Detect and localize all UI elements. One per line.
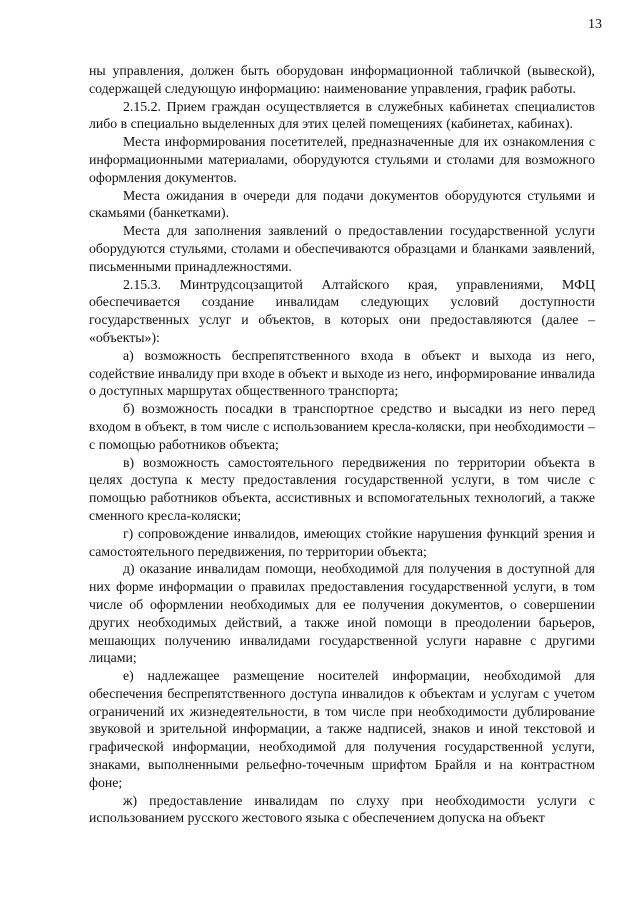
list-item-e: е) надлежащее размещение носителей информации, необходимой для обеспечения беспрепятственного доступа инвалидов к объектам и услугам с учетом ограничений их жизнедеятельности, в том числе при необходимости дублирование звуковой и зрительной информации, а также надписей, знаков и иной текстовой и графической информации, необходимой для получения государственной услуги, знаками, выполненными рельефно-точечным шрифтом Брайля и на контрастном фоне;	[89, 668, 595, 790]
list-item-zh: ж) предоставление инвалидам по слуху при необходимости услуги с использованием русского жестового языка с обеспечением допуска на объект	[89, 792, 595, 826]
list-item-v: в) возможность самостоятельного передвижения по территории объекта в целях доступа к месту предоставления государственной услуги, в том числе с помощью работников объекта, ассистивных и вспомогательных технологий, а также сменного кресла-коляски;	[89, 454, 595, 523]
list-item-a: а) возможность беспрепятственного входа в объект и выхода из него, содействие инвалиду при входе в объект и выходе из него, информирование инвалида о доступных маршрутах общественного транспорта;	[89, 347, 595, 399]
list-item-d: д) оказание инвалидам помощи, необходимой для получения в доступной для них форме информации о правилах предоставления государственной услуги, в том числе об оформлении необходимых для ее получения документов, о совершении других необходимых действий, а также иной помощи в преодолении барьеров, мешающих получению инвалидами государственной услуги наравне с другими лицами;	[89, 561, 595, 666]
list-item-b: б) возможность посадки в транспортное средство и высадки из него перед входом в объект, в том числе с использованием кресла-коляски, при необходимости – с помощью работников объекта;	[89, 401, 595, 452]
document-body	[89, 62, 595, 827]
list-item-g: г) сопровождение инвалидов, имеющих стойкие нарушения функций зрения и самостоятельного передвижения, по территории объекта;	[89, 525, 595, 559]
page-number: 13	[588, 17, 602, 32]
paragraph-continued: ны управления, должен быть оборудован информационной табличкой (вывеской), содержащей следующую информацию: наименование управления, график работы.	[89, 63, 595, 96]
paragraph-waiting-places: Места ожидания в очереди для подачи документов оборудуются стульями и скамьями (банкетками).	[89, 187, 595, 221]
paragraph-2-15-3: 2.15.3. Минтрудсоцзащитой Алтайского края, управлениями, МФЦ обеспечивается создание инвалидам следующих условий доступности государственных услуг и объектов, в которых они предоставляются (далее – «объекты»):	[89, 276, 595, 345]
paragraph-2-15-2: 2.15.2. Прием граждан осуществляется в служебных кабинетах специалистов либо в специально выделенных для этих целей помещениях (кабинетах, кабинах).	[89, 98, 595, 132]
paragraph-application-places: Места для заполнения заявлений о предоставлении государственной услуги оборудуются стульями, столами и обеспечиваются образцами и бланками заявлений, письменными принадлежностями.	[89, 223, 595, 274]
paragraph-information-places: Места информирования посетителей, предназначенные для их ознакомления с информационными материалами, оборудуются стульями и столами для возможного оформления документов.	[89, 134, 595, 185]
